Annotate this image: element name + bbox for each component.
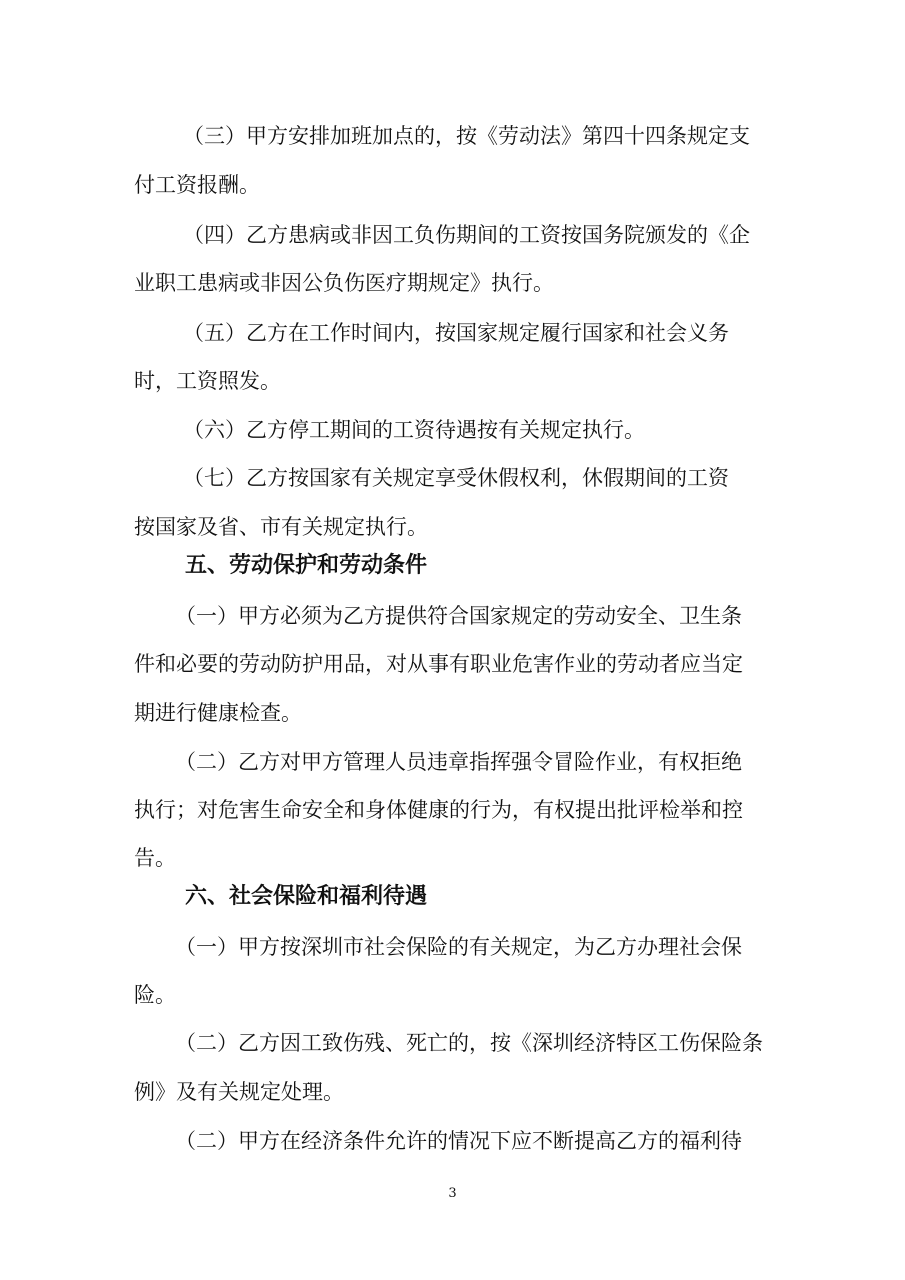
clause-4-7-line-1: （七）乙方按国家有关规定享受休假权利，休假期间的工资: [183, 466, 729, 490]
clause-6-1-line-1: （一）甲方按深圳市社会保险的有关规定，为乙方办理社会保: [175, 935, 742, 959]
clause-6-3-line-1: （二）甲方在经济条件允许的情况下应不断提高乙方的福利待: [175, 1129, 742, 1153]
clause-4-5-line-1: （五）乙方在工作时间内，按国家规定履行国家和社会义务: [183, 321, 729, 345]
clause-5-1-line-1: （一）甲方必须为乙方提供符合国家规定的劳动安全、卫生条: [175, 604, 742, 628]
clause-5-2-line-1: （二）乙方对甲方管理人员违章指挥强令冒险作业，有权拒绝: [175, 750, 742, 774]
section-heading-6: 六、社会保险和福利待遇: [185, 884, 428, 909]
clause-6-2-line-1: （二）乙方因工致伤残、死亡的，按《深圳经济特区工伤保险条: [175, 1031, 763, 1055]
clause-5-1-line-2: 件和必要的劳动防护用品，对从事有职业危害作业的劳动者应当定: [134, 652, 743, 676]
clause-5-1-line-3: 期进行健康检查。: [134, 701, 302, 725]
clause-6-2-line-2: 例》及有关规定处理。: [134, 1080, 344, 1104]
clause-4-4-line-1: （四）乙方患病或非因工负伤期间的工资按国务院颁发的《企: [183, 223, 750, 247]
clause-4-3-line-1: （三）甲方安排加班加点的，按《劳动法》第四十四条规定支: [183, 124, 750, 148]
clause-4-5-line-2: 时，工资照发。: [134, 369, 281, 393]
clause-6-1-line-2: 险。: [134, 983, 176, 1007]
clause-4-7-line-2: 按国家及省、市有关规定执行。: [134, 515, 428, 539]
section-heading-5: 五、劳动保护和劳动条件: [185, 553, 428, 578]
clause-4-3-line-2: 付工资报酬。: [134, 173, 260, 197]
page-number: 3: [448, 1186, 457, 1201]
clause-5-2-line-3: 告。: [134, 846, 176, 870]
clause-5-2-line-2: 执行；对危害生命安全和身体健康的行为，有权提出批评检举和控: [134, 798, 743, 822]
clause-4-4-line-2: 业职工患病或非因公负伤医疗期规定》执行。: [134, 271, 554, 295]
clause-4-6-line-1: （六）乙方停工期间的工资待遇按有关规定执行。: [183, 418, 645, 442]
